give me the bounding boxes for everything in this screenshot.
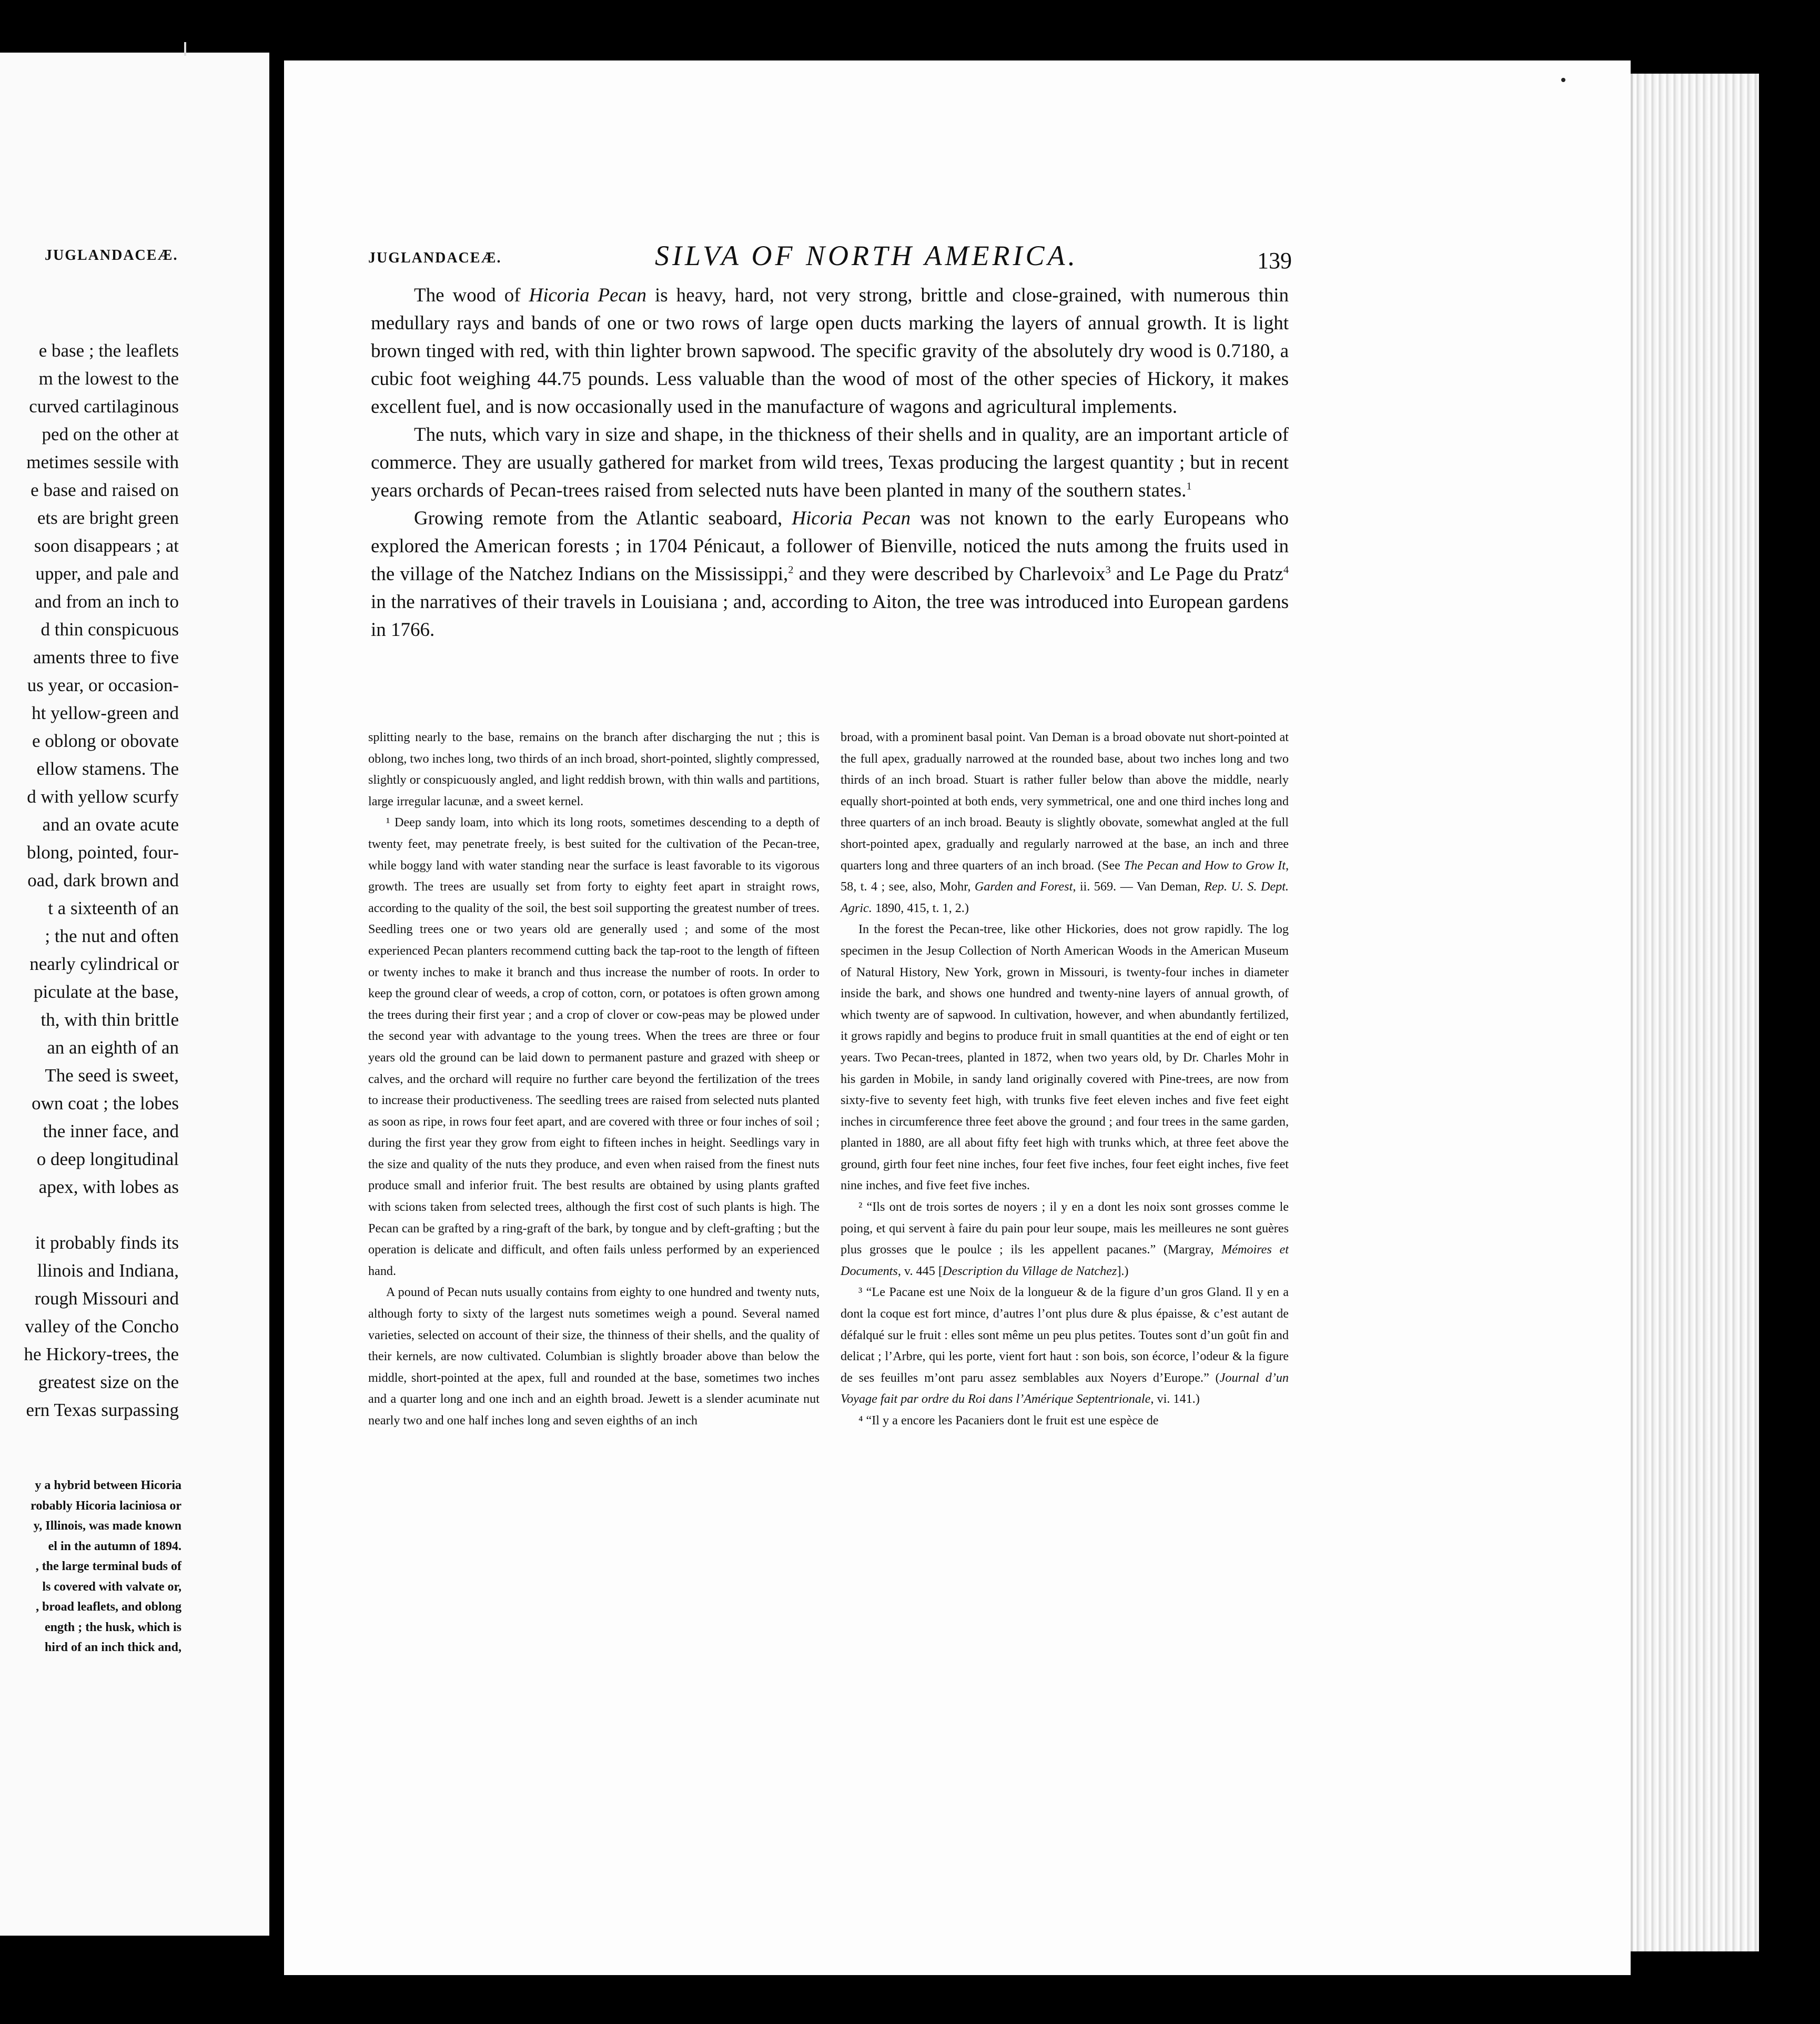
left-page-line	[0, 1201, 179, 1229]
left-page-line: , broad leaflets, and oblong	[36, 1600, 181, 1614]
left-page-line: ls covered with valvate or,	[42, 1580, 181, 1594]
main-body-text	[371, 281, 1289, 644]
footnote-1-continued: A pound of Pecan nuts usually contains from eighty to one hundred and twenty nuts, although forty to sixty of the largest nuts sometimes weigh a pound. Several named varieties, selected on account of their size, the thinness of their shells, and the quality of their kernels, are now cultivated. Columbian is slightly broader above than below the middle, short-pointed at the apex, full and rounded at the base, sometimes two inches and a quarter long and one inch and an eighth broad. Jewett is a slender acuminate nut nearly two and one half inches long and seven eighths of an inch	[368, 1285, 820, 1428]
section-header: JUGLANDACEÆ.	[368, 250, 502, 266]
left-page-line: ht yellow-green and	[32, 703, 179, 723]
left-page-line: llinois and Indiana,	[37, 1260, 179, 1281]
footnotes-right-column	[841, 727, 1289, 1432]
footnote-ref: 4	[1283, 564, 1289, 576]
left-page-line: y, Illinois, was made known	[33, 1519, 181, 1533]
page-tick-mark	[184, 42, 186, 56]
left-page-line: greatest size on the	[38, 1372, 179, 1392]
left-page-line: e base and raised on	[31, 480, 179, 500]
footnote-ref: 2	[788, 564, 794, 576]
footnote-3: ³ “Le Pacane est une Noix de la longueur & de la figure d’un gros Gland. Il y en a dont la coque est fort mince, d’autres l’ont plus dure & plus épaisse, & c’est autant de défalqué sur le fruit : elles sont même un peu plus petites. Toutes sont d’un goût fin and delicat ; l’Arbre, qui les porte, vient fort haut : son bois, son écorce, l’odeur & la figure de ses feuilles m’ont paru assez semblables aux Noyers d’Europe.” (Journal d’un Voyage fait par ordre du Roi dans l’Amérique Septentrionale, vi. 141.)	[841, 1285, 1289, 1406]
left-page-line: piculate at the base,	[34, 981, 179, 1002]
left-page-header: JUGLANDACEÆ.	[45, 247, 178, 264]
footnote-varieties: broad, with a prominent basal point. Van Deman is a broad obovate nut short-pointed at the full apex, gradually narrowed at the rounded base, about two inches long and two thirds of an inch broad. Stuart is rather fuller below than above the middle, nearly equally short-pointed at both ends, very symmetrical, one and one third inches long and three quarters of an inch broad. Beauty is slightly obovate, somewhat angled at the full short-pointed apex, gradually and regularly narrowed at the base, an inch and three quarters long and three quarters of an inch broad. (See The Pecan and How to Grow It, 58, t. 4 ; see, also, Mohr, Garden and Forest, ii. 569. — Van Deman, Rep. U. S. Dept. Agric. 1890, 415, t. 1, 2.)	[841, 730, 1289, 915]
left-page-line: y a hybrid between Hicoria	[35, 1479, 181, 1492]
page-number: 139	[1257, 248, 1292, 274]
left-page-line: it probably finds its	[35, 1232, 179, 1253]
left-page-line: The seed is sweet,	[45, 1065, 179, 1086]
left-page-text	[0, 337, 179, 1424]
species-name: Hicoria Pecan	[529, 285, 647, 306]
left-page-line: o deep longitudinal	[36, 1149, 179, 1169]
left-page-line: metimes sessile with	[26, 452, 179, 472]
left-page-line: aments three to five	[33, 647, 179, 667]
footnote-continuation: splitting nearly to the base, remains on the branch after discharging the nut ; this is oblong, two inches long, two thirds of an inch broad, short-pointed, slightly compressed, slightly or conspicuously angled, and light reddish brown, with thin walls and partitions, large irregular lacunæ, and a sweet kernel.	[368, 730, 820, 808]
left-page-line: the inner face, and	[43, 1121, 179, 1141]
paragraph-history: Growing remote from the Atlantic seaboard, Hicoria Pecan was not known to the early Europeans who explored the American forests ; in 1704 Pénicaut, a follower of Bienville, noticed the nuts among the fruits used in the village of the Natchez Indians on the Mississippi,$^2$ and they were described by Charlevoix$^3$ and Le Page du Pratz$^4$ in the narratives of their travels in Louisiana ; and, according to Aiton, the tree was introduced into European gardens in 1766.	[371, 508, 1289, 641]
left-page-line: soon disappears ; at	[34, 535, 179, 556]
left-page-line: el in the autumn of 1894.	[48, 1539, 181, 1553]
left-page-line: curved cartilaginous	[29, 396, 179, 417]
left-page-line: nearly cylindrical or	[29, 954, 179, 974]
left-page-line: e oblong or obovate	[32, 731, 179, 751]
left-page-line: e base ; the leaflets	[38, 340, 179, 361]
left-page-line: own coat ; the lobes	[32, 1093, 179, 1114]
left-page-line: hird of an inch thick and,	[44, 1641, 181, 1654]
left-page-line: an an eighth of an	[47, 1037, 179, 1058]
left-page-line: rough Missouri and	[34, 1288, 179, 1309]
left-page-line: d with yellow scurfy	[27, 786, 179, 807]
left-page-line: ength ; the husk, which is	[44, 1620, 181, 1634]
paragraph-nuts: The nuts, which vary in size and shape, in the thickness of their shells and in quality, are an important article of commerce. They are usually gathered for market from wild trees, Texas producing the largest quantity ; but in recent years orchards of Pecan-trees raised from selected nuts have been planted in many of the southern states.$^1$	[371, 424, 1289, 501]
left-page-line: th, with thin brittle	[41, 1009, 179, 1030]
paragraph-wood: The wood of Hicoria Pecan is heavy, hard, not very strong, brittle and close-grained, with numerous thin medullary rays and bands of one or two rows of large open ducts marking the layers of annual growth. It is light brown tinged with red, with thin lighter brown sapwood. The specific gravity of the absolutely dry wood is 0.7180, a cubic foot weighing 44.75 pounds. Less valuable than the wood of most of the other species of Hickory, it makes excellent fuel, and is now occasionally used in the manufacture of wagons and agricultural implements.	[371, 285, 1289, 418]
footnote-ref: 1	[1186, 480, 1192, 492]
page-block-edges	[1631, 74, 1759, 1951]
left-page-line: us year, or occasion-	[27, 675, 179, 695]
left-page-line: upper, and pale and	[35, 563, 179, 584]
left-page-line: d thin conspicuous	[41, 619, 179, 640]
species-name: Hicoria Pecan	[792, 508, 911, 529]
speck-mark	[1561, 78, 1565, 82]
footnote-ref: 3	[1105, 564, 1111, 576]
left-page-line: oad, dark brown and	[27, 870, 179, 890]
left-page-line: apex, with lobes as	[38, 1177, 179, 1197]
left-page-line: robably Hicoria laciniosa or	[31, 1499, 181, 1513]
left-page-footnotes	[0, 1475, 181, 1658]
left-page-line: ellow stamens. The	[36, 758, 179, 779]
left-page-line: valley of the Concho	[25, 1316, 179, 1337]
left-page-line: he Hickory-trees, the	[24, 1344, 179, 1364]
footnote-2: ² “Ils ont de trois sortes de noyers ; il y en a dont les noix sont grosses comme le poing, et qui servent à faire du pain pour leur soupe, mais les meilleures ne sont guères plus grosses que le poulce ; ils les appellent pacanes.” (Margray, Mémoires et Documents, v. 445 [Description du Village de Natchez].)	[841, 1200, 1289, 1278]
left-page-line: ped on the other at	[42, 424, 179, 444]
left-page-line: and an ovate acute	[42, 814, 179, 835]
footnote-forest-growth: In the forest the Pecan-tree, like other Hickories, does not grow rapidly. The log specimen in the Jesup Collection of North American Woods in the American Museum of Natural History, New York, grown in Missouri, is twenty-four inches in diameter inside the bark, and shows one hundred and twenty-nine layers of annual growth, of which twenty are of sapwood. In cultivation, however, and when abundantly fertilized, it grows rapidly and begins to produce fruit in small quantities at the end of eight or ten years. Two Pecan-trees, planted in 1872, when two years old, by Dr. Charles Mohr in his garden in Mobile, in sandy land originally covered with Pine-trees, are now from sixty-five to seventy feet high, with trunks five feet eleven inches and five feet eight inches in circumference three feet above the ground ; and four trees in the same garden, planted in 1880, are all about fifty feet high with trunks which, at three feet above the ground, girth four feet nine inches, four feet five inches, four feet eight inches, five feet nine inches, and five feet five inches.	[841, 922, 1289, 1193]
left-page-line: ; the nut and often	[45, 926, 179, 946]
running-title: SILVA OF NORTH AMERICA.	[655, 240, 1078, 271]
left-page-line: ern Texas surpassing	[26, 1400, 179, 1420]
footnote-1: ¹ Deep sandy loam, into which its long roots, sometimes descending to a depth of twenty feet, may penetrate freely, is best suited for the cultivation of the Pecan-tree, while boggy land with water standing near the surface is least favorable to its vigorous growth. The trees are usually set from forty to eighty feet apart in straight rows, according to the quality of the soil, the best soil supporting the greatest number of trees. Seedling trees one or two years old are generally used ; and some of the most experienced Pecan planters recommend cutting back the tap-root to the length of fifteen or twenty inches to make it branch and thus increase the number of roots. In order to keep the ground clear of weeds, a crop of cotton, corn, or potatoes is often grown among the trees during their first year ; and a crop of clover or cow-peas may be plowed under the second year with advantage to the young trees. When the trees are three or four years old the ground can be laid down to permanent pasture and grazed with sheep or calves, and the orchard will require no further care beyond the fertilization of the trees to increase their productiveness. The seedling trees are raised from selected nuts planted as soon as ripe, in rows four feet apart, and are covered with three or four inches of soil ; during the first year they grow from eight to fifteen inches in height. Seedlings vary in the size and quality of the nuts they produce, and even when raised from the finest nuts produce small and inferior fruit. The best results are obtained by using plants grafted with scions taken from selected trees, although the first cost of such plants is high. The Pecan can be grafted by a ring-graft of the bark, by tongue and by cleft-grafting ; but the operation is delicate and difficult, and often fails unless performed by an experienced hand.	[368, 815, 820, 1278]
left-page-line: ets are bright green	[37, 508, 179, 528]
left-page	[0, 53, 269, 1936]
footnotes-left-column	[368, 727, 820, 1432]
left-page-line: blong, pointed, four-	[27, 842, 179, 863]
left-page-line: and from an inch to	[34, 591, 179, 612]
left-page-line: t a sixteenth of an	[48, 898, 179, 918]
footnote-4: ⁴ “Il y a encore les Pacaniers dont le fruit est une espèce de	[858, 1413, 1159, 1428]
left-page-line: , the large terminal buds of	[35, 1560, 181, 1573]
left-page-line: m the lowest to the	[38, 368, 179, 389]
